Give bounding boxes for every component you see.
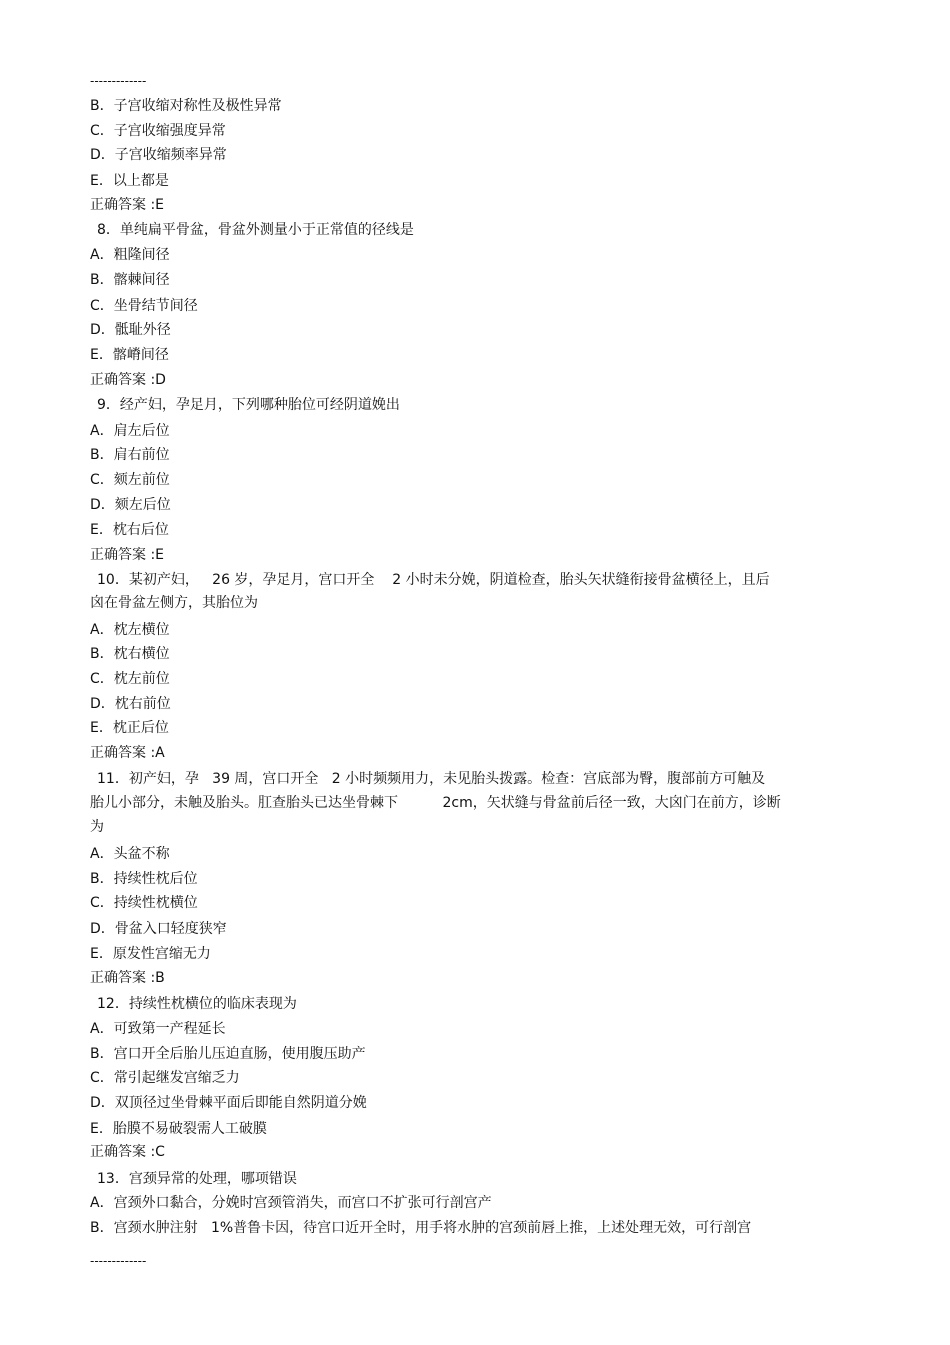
q12-answer: 正确答案 :C [90,1144,165,1160]
q8-option-e: E．髂嵴间径 [90,347,169,363]
q9-option-c: C．颏左前位 [90,472,170,488]
q8-stem: 8．单纯扁平骨盆，骨盆外测量小于正常值的径线是 [97,222,414,238]
q10-stem-line1: 10．某初产妇， 26 岁，孕足月，宫口开全 2 小时未分娩，阴道检查，胎头矢状缝衔接骨盆横径上，且后 [97,572,770,588]
q12-stem: 12．持续性枕横位的临床表现为 [97,996,297,1012]
q8-option-d: D．骶耻外径 [90,322,171,338]
q13-option-b: B．宫颈水肿注射 1%普鲁卡因，待宫口近开全时，用手将水肿的宫颈前唇上推，上述处理无效，可行剖宫 [90,1220,752,1236]
q11-option-a: A．头盆不称 [90,846,170,862]
q7-answer: 正确答案 :E [90,197,165,213]
q9-option-e: E．枕右后位 [90,522,169,538]
q9-option-b: B．肩右前位 [90,447,170,463]
q7-option-e: E．以上都是 [90,173,169,189]
q13-option-a: A．宫颈外口黏合，分娩时宫颈管消失，而宫口不扩张可行剖宫产 [90,1195,492,1211]
q8-option-b: B．髂棘间径 [90,272,170,288]
q10-option-e: E．枕正后位 [90,720,169,736]
q11-stem-line3: 为 [90,819,104,835]
q11-answer: 正确答案 :B [90,970,165,986]
page-separator-bottom: ------------- [90,1254,147,1268]
q13-stem: 13．宫颈异常的处理，哪项错误 [97,1171,297,1187]
q10-option-a: A．枕左横位 [90,622,170,638]
q7-option-b: B．子宫收缩对称性及极性异常 [90,98,282,114]
q11-stem-line2: 胎儿小部分，未触及胎头。肛查胎头已达坐骨棘下 2cm，矢状缝与骨盆前后径一致，大囟门在前方，诊断 [90,795,781,811]
q7-option-c: C．子宫收缩强度异常 [90,123,226,139]
q8-option-c: C．坐骨结节间径 [90,298,198,314]
q11-stem-line1: 11．初产妇，孕 39 周，宫口开全 2 小时频频用力，未见胎头拨露。检查：宫底部为臀，腹部前方可触及 [97,771,766,787]
page-separator-top: ------------- [90,74,147,88]
q10-option-d: D．枕右前位 [90,696,171,712]
q12-option-c: C．常引起继发宫缩乏力 [90,1070,240,1086]
q10-option-c: C．枕左前位 [90,671,170,687]
q7-option-d: D．子宫收缩频率异常 [90,147,227,163]
q9-stem: 9．经产妇，孕足月，下列哪种胎位可经阴道娩出 [97,397,400,413]
q11-option-b: B．持续性枕后位 [90,871,198,887]
q11-option-d: D．骨盆入口轻度狭窄 [90,921,227,937]
q9-answer: 正确答案 :E [90,547,165,563]
q10-option-b: B．枕右横位 [90,646,170,662]
q10-stem-line2: 囟在骨盆左侧方，其胎位为 [90,595,258,611]
q9-option-a: A．肩左后位 [90,423,170,439]
q10-answer: 正确答案 :A [90,745,165,761]
q12-option-e: E．胎膜不易破裂需人工破膜 [90,1121,267,1137]
q8-answer: 正确答案 :D [90,372,166,388]
q11-option-e: E．原发性宫缩无力 [90,946,211,962]
q12-option-d: D．双顶径过坐骨棘平面后即能自然阴道分娩 [90,1095,367,1111]
q12-option-a: A．可致第一产程延长 [90,1021,226,1037]
q9-option-d: D．颏左后位 [90,497,171,513]
q11-option-c: C．持续性枕横位 [90,895,198,911]
q12-option-b: B．宫口开全后胎儿压迫直肠，使用腹压助产 [90,1046,366,1062]
q8-option-a: A．粗隆间径 [90,247,170,263]
